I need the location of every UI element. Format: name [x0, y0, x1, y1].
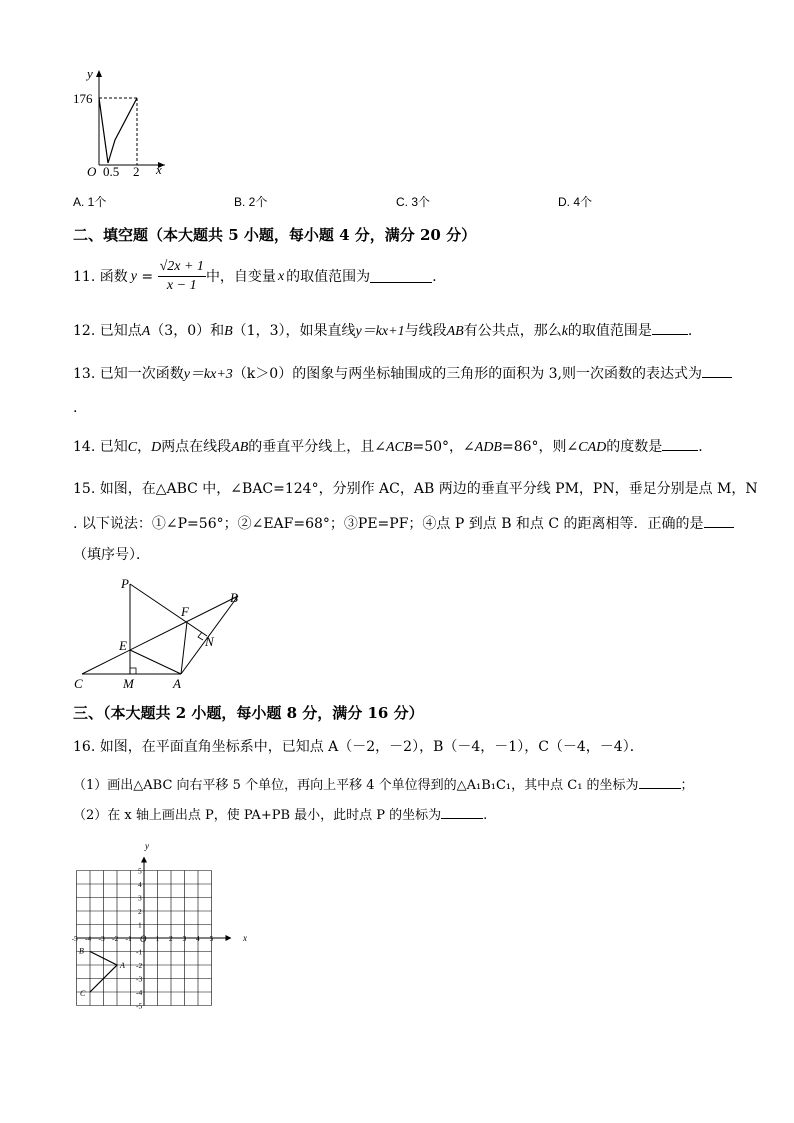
y-tick-label: 3: [138, 893, 142, 903]
q14-text-e: =50°，∠: [412, 439, 475, 455]
section2-title: 二、填空题（本大题共 5 小题，每小题 4 分，满分 20 分）: [73, 226, 477, 244]
x-tick-label: 3: [182, 934, 187, 943]
q11-prefix: 11. 函数: [73, 268, 128, 285]
fig15-label-M: M: [123, 676, 134, 691]
fig15-label-F: F: [181, 604, 189, 619]
q14-C: C: [127, 440, 138, 455]
y-axis-arrow: [141, 857, 147, 863]
option-a: A. 1个: [73, 195, 107, 209]
q14-ACB: ACB: [386, 440, 413, 455]
fig15-label-N: N: [205, 634, 214, 649]
x-axis-arrow: [226, 935, 232, 941]
q11-end: .: [432, 268, 437, 285]
q14-end: .: [698, 439, 703, 455]
point-label-C: C: [80, 989, 86, 998]
graph1-x-tick-0: 0.5: [103, 164, 120, 179]
question-12: [73, 322, 692, 341]
x-tick-label: -3: [98, 934, 105, 943]
q16-sub-1-blank[interactable]: [639, 776, 681, 789]
function-graph: [70, 62, 180, 182]
fig15-label-E: E: [119, 638, 127, 653]
q15-line-1: 15. 如图，在△ABC 中，∠BAC=124°，分别作 AC，AB 两边的垂直平分线 PM，PN，垂足分别是点 M，N: [73, 481, 758, 497]
fig15-label-A: A: [173, 676, 181, 691]
q12-text-b: （3，0）和: [150, 323, 225, 339]
x-tick-label: -2: [112, 934, 119, 943]
option-b: B. 2个: [234, 195, 268, 209]
graph1-y-tick: 176: [73, 91, 93, 106]
q14-D: D: [151, 440, 162, 455]
q15-line-2: [73, 515, 734, 533]
graph1-x-tick-1: 2: [133, 164, 140, 179]
q13-text-b: （k＞0）的图象与两坐标轴围成的三角形的面积为 3,则一次函数的表达式为: [232, 366, 703, 382]
q14-text-g: 的度数是: [606, 439, 663, 455]
x-tick-label: -4: [85, 934, 92, 943]
q14-text-a: 14. 已知: [73, 439, 128, 455]
q14-text-f: =86°，则∠: [501, 439, 579, 455]
q11-denominator: x − 1: [166, 278, 197, 293]
y-tick-label: -2: [136, 961, 143, 970]
x-tick-label: 2: [169, 934, 173, 943]
q11-var: x: [277, 268, 285, 284]
graph1-y-label: y: [87, 66, 93, 81]
question-11: [73, 258, 437, 295]
y-tick-label: -5: [136, 1001, 143, 1011]
point-label-A: A: [120, 961, 125, 970]
x-tick-label: 5: [209, 934, 214, 943]
q16-sub-2-text: （2）在 x 轴上画出点 P，使 PA+PB 最小，此时点 P 的坐标为: [73, 808, 442, 823]
q12-B: B: [224, 324, 233, 339]
point-label-B: B: [79, 946, 84, 956]
option-c: C. 3个: [396, 195, 431, 209]
y-tick-label: -1: [136, 947, 143, 957]
grid-origin: O: [140, 934, 147, 944]
grid-lines: [77, 857, 232, 1006]
question-14: [73, 438, 703, 457]
x-tick-label: 4: [196, 934, 200, 943]
coordinate-grid: [72, 838, 257, 1013]
x-tick-label: 1: [155, 934, 160, 943]
q14-CAD: CAD: [578, 440, 607, 455]
q15-line-2-text: . 以下说法：①∠P=56°；②∠EAF=68°；③PE=PF；④点 P 到点 B 和点 C 的距离相等．正确的是: [73, 516, 704, 532]
question-13: [73, 365, 732, 384]
q13-func: y＝kx+3: [183, 367, 233, 382]
q16-line-1: 16. 如图，在平面直角坐标系中，已知点 A（－2，－2），B（－4，－1），C（－4，－4）．: [73, 739, 644, 755]
section3-title: 三、（本大题共 2 小题，每小题 8 分，满分 16 分）: [73, 704, 424, 722]
q14-text-d: 的垂直平分线上，且∠: [248, 439, 387, 455]
q13-text-a: 13. 已知一次函数: [73, 366, 184, 382]
q14-text-b: ，: [137, 439, 152, 455]
q11-suffix-a: 中，自变量: [205, 268, 276, 285]
grid-y-label: y: [145, 841, 149, 851]
y-tick-label: -3: [136, 974, 143, 984]
q15-answer-blank[interactable]: [704, 515, 734, 528]
triangle-abc: [79, 947, 125, 999]
q14-text-c: 两点在线段: [161, 439, 232, 455]
q16-sub-2-end: .: [483, 808, 488, 823]
q12-end: .: [687, 323, 693, 339]
graph1-x-label: x: [156, 162, 162, 177]
q11-eq: =: [136, 268, 158, 285]
fig15-label-C: C: [74, 676, 83, 691]
q12-AB: AB: [446, 324, 464, 339]
q11-numerator: √2x + 1: [158, 258, 206, 277]
q14-answer-blank[interactable]: [662, 438, 698, 451]
q12-text-f: 的取值范围是: [567, 323, 652, 339]
q13-end: .: [73, 400, 78, 416]
q12-line: y＝kx+1: [355, 324, 405, 339]
geometry-figure-15: [70, 574, 255, 692]
fig15-label-P: P: [121, 576, 129, 591]
q12-text-d: 与线段: [404, 323, 447, 339]
q16-sub-1-text: （1）画出△ABC 向右平移 5 个单位，再向上平移 4 个单位得到的△A₁B₁C₁，其中点 C₁ 的坐标为: [73, 778, 639, 793]
q11-y: y: [130, 268, 137, 284]
option-d: D. 4个: [558, 195, 593, 209]
q11-answer-blank[interactable]: [370, 270, 432, 283]
q16-sub-2-blank[interactable]: [441, 806, 483, 819]
q12-answer-blank[interactable]: [652, 322, 688, 335]
q15-line-3: （填序号）．: [73, 547, 150, 563]
y-tick-label: -4: [136, 988, 143, 997]
grid-x-label: x: [243, 933, 247, 943]
q12-text-c: （1，3），如果直线: [232, 323, 356, 339]
y-tick-label: 4: [138, 880, 142, 889]
y-tick-label: 2: [138, 907, 142, 916]
q11-suffix-b: 的取值范围为: [286, 268, 371, 285]
x-tick-label: -5: [72, 934, 78, 943]
q14-ADB: ADB: [474, 440, 502, 455]
q12-text-a: 12. 已知点: [73, 323, 142, 339]
q11-fraction: [158, 258, 206, 295]
q12-text-e: 有公共点，那么: [463, 323, 562, 339]
q13-answer-blank[interactable]: [702, 365, 732, 378]
y-tick-label: 5: [138, 866, 142, 876]
y-tick-label: 1: [138, 920, 142, 930]
q14-AB: AB: [231, 440, 249, 455]
q12-A: A: [141, 324, 151, 339]
graph1-origin: O: [87, 164, 97, 179]
fig15-label-B: B: [230, 590, 238, 605]
q12-k: k: [561, 324, 568, 339]
x-tick-label: -1: [125, 934, 132, 943]
q16-sub-1-end: ；: [680, 778, 694, 793]
q16-sub-2: [73, 806, 487, 825]
q16-sub-1: [73, 776, 694, 795]
